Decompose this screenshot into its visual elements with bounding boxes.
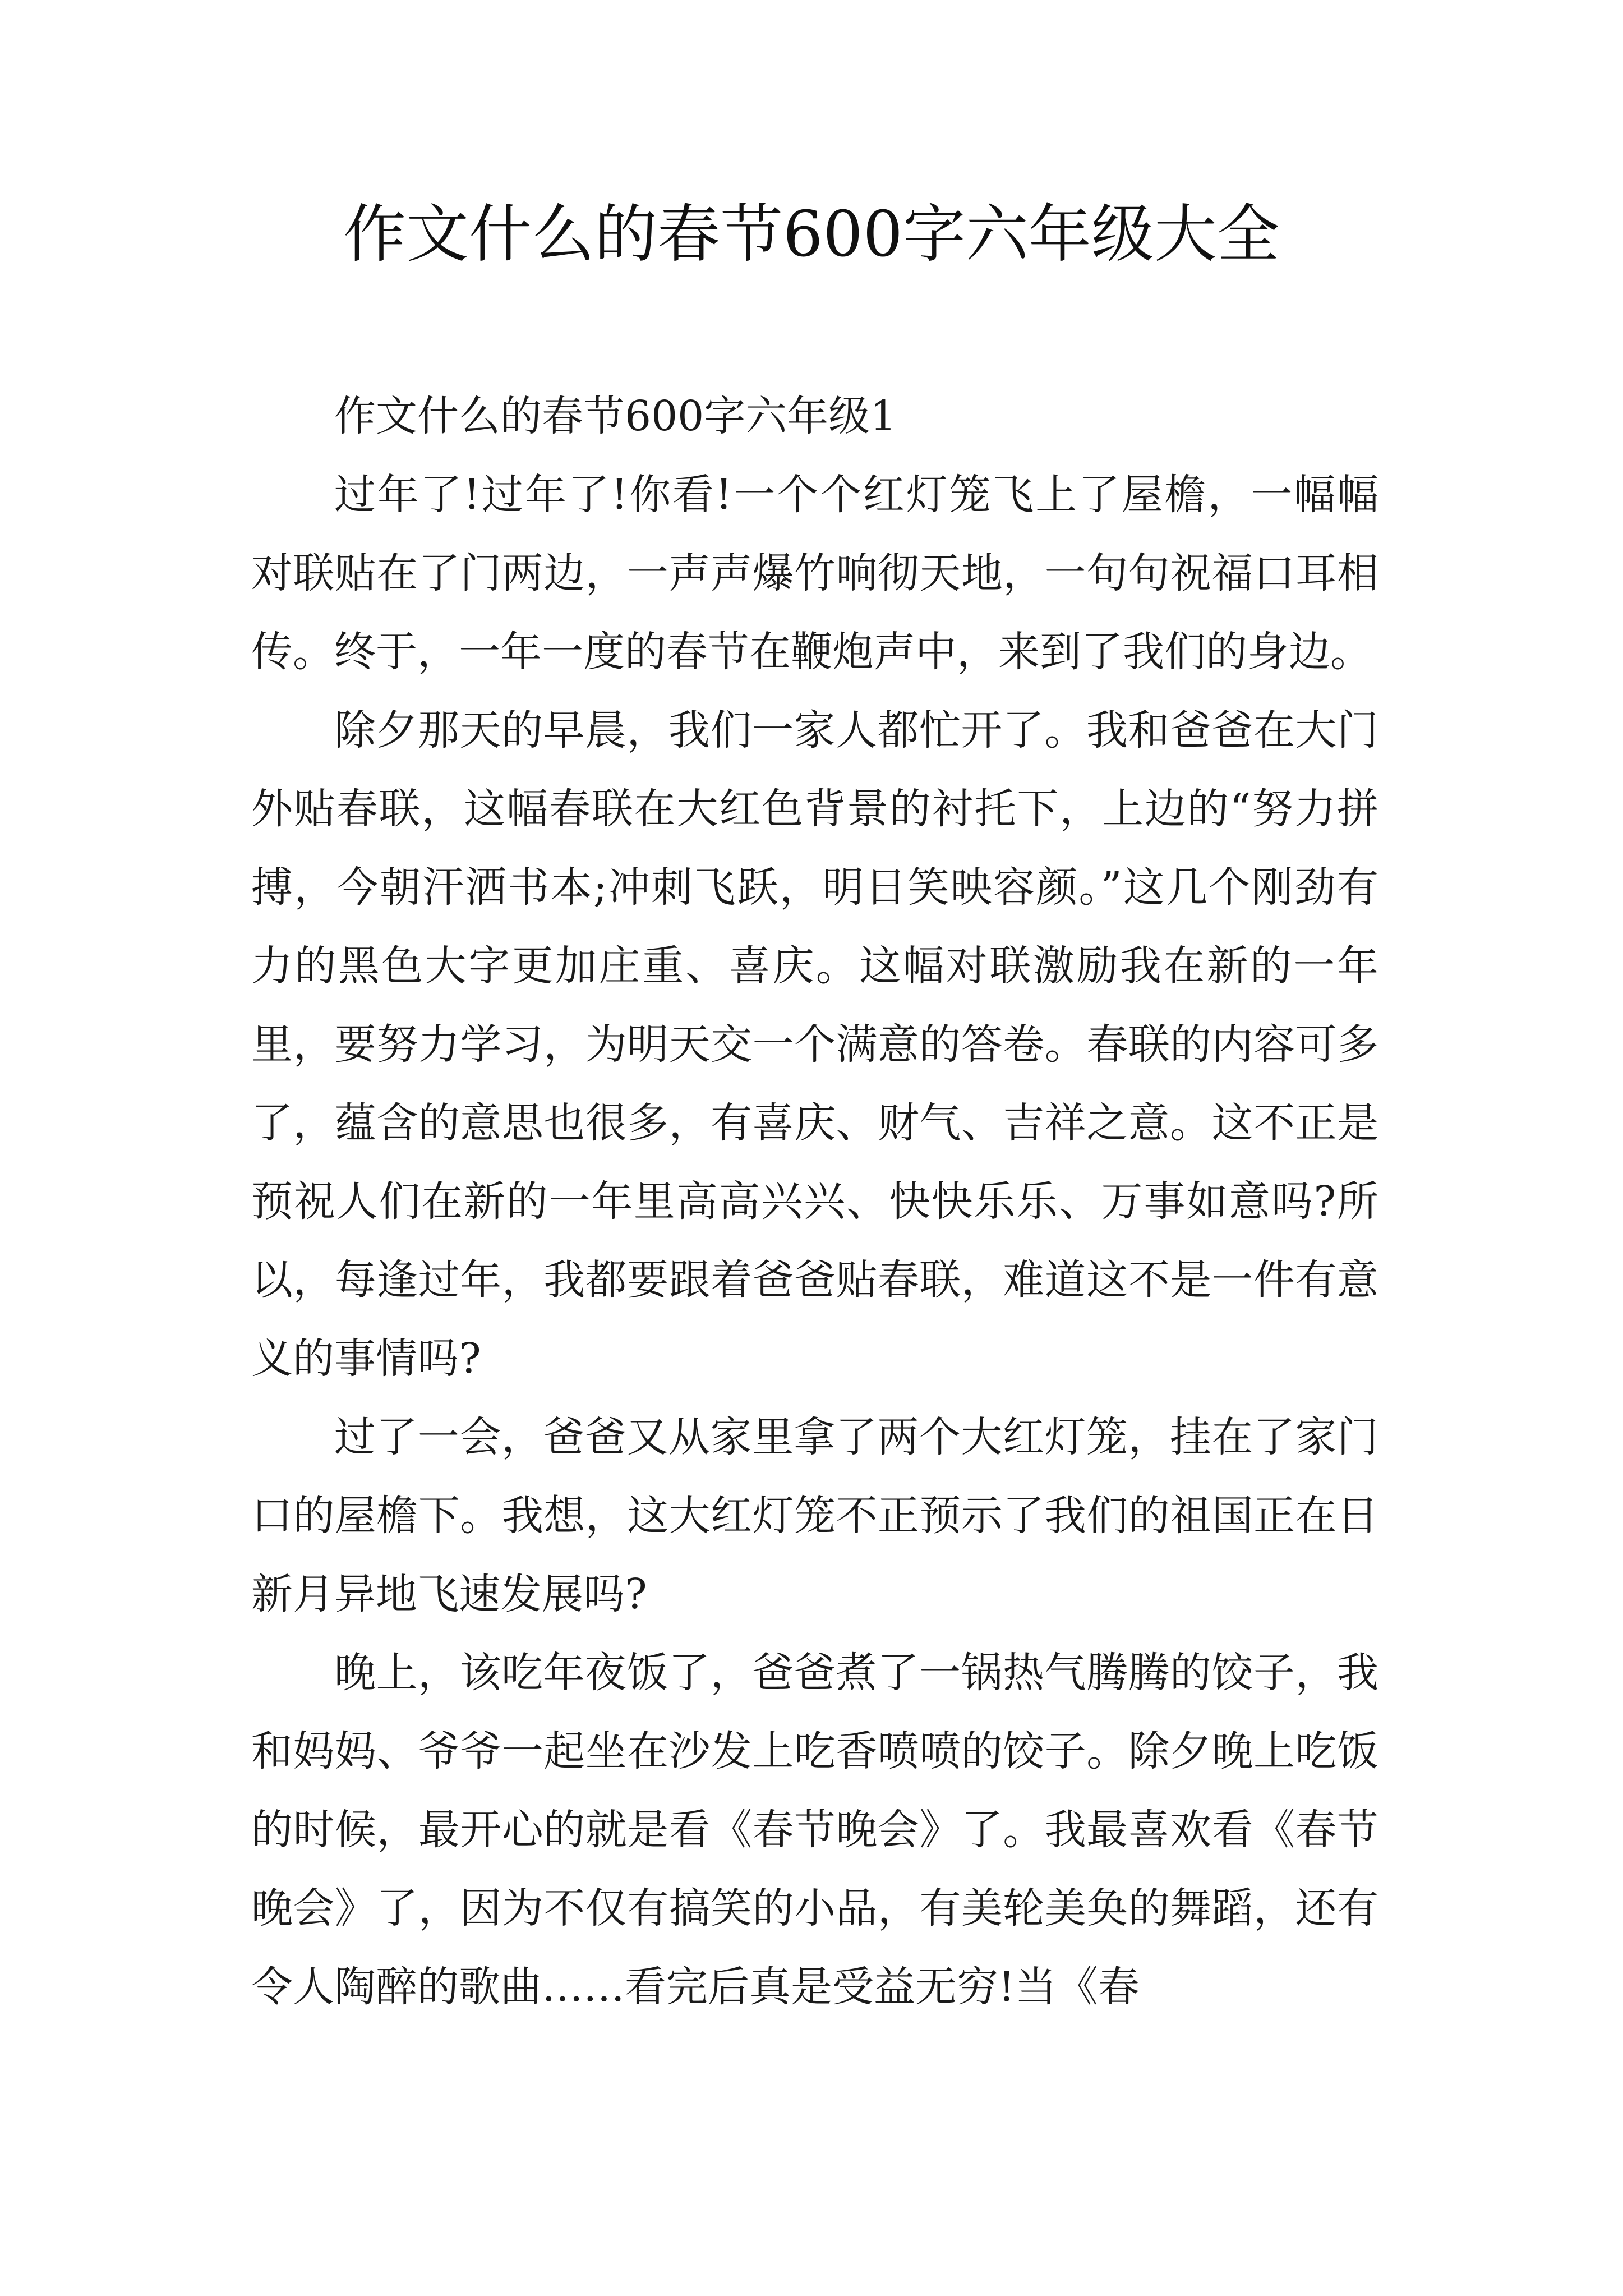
- section-heading: 作文什么的春节600字六年级1: [334, 392, 897, 440]
- paragraph: 过了一会，爸爸又从家里拿了两个大红灯笼，挂在了家门口的屋檐下。我想，这大红灯笼不正预示了我们的祖国正在日新月异地飞速发展吗?: [251, 1413, 1378, 1618]
- document-body: [251, 377, 1378, 2026]
- paragraph: 除夕那天的早晨，我们一家人都忙开了。我和爸爸在大门外贴春联，这幅春联在大红色背景的衬托下，上边的“努力拼搏，今朝汗洒书本;冲刺飞跃，明日笑映容颜。”这几个刚劲有力的黑色大字更加庄重、喜庆。这幅对联激励我在新的一年里，要努力学习，为明天交一个满意的答卷。春联的内容可多了，蕴含的意思也很多，有喜庆、财气、吉祥之意。这不正是预祝人们在新的一年里高高兴兴、快快乐乐、万事如意吗?所以，每逢过年，我都要跟着爸爸贴春联，难道这不是一件有意义的事情吗?: [251, 706, 1378, 1383]
- paragraph: 晚上，该吃年夜饭了，爸爸煮了一锅热气腾腾的饺子，我和妈妈、爷爷一起坐在沙发上吃香喷喷的饺子。除夕晚上吃饭的时候，最开心的就是看《春节晚会》了。我最喜欢看《春节晚会》了，因为不仅有搞笑的小品，有美轮美奂的舞蹈，还有令人陶醉的歌曲……看完后真是受益无穷!当《春: [251, 1649, 1378, 2011]
- document-title: 作文什么的春节600字六年级大全: [343, 198, 1280, 271]
- paragraph: 过年了!过年了!你看!一个个红灯笼飞上了屋檐，一幅幅对联贴在了门两边，一声声爆竹响彻天地，一句句祝福口耳相传。终于，一年一度的春节在鞭炮声中，来到了我们的身边。: [251, 471, 1378, 676]
